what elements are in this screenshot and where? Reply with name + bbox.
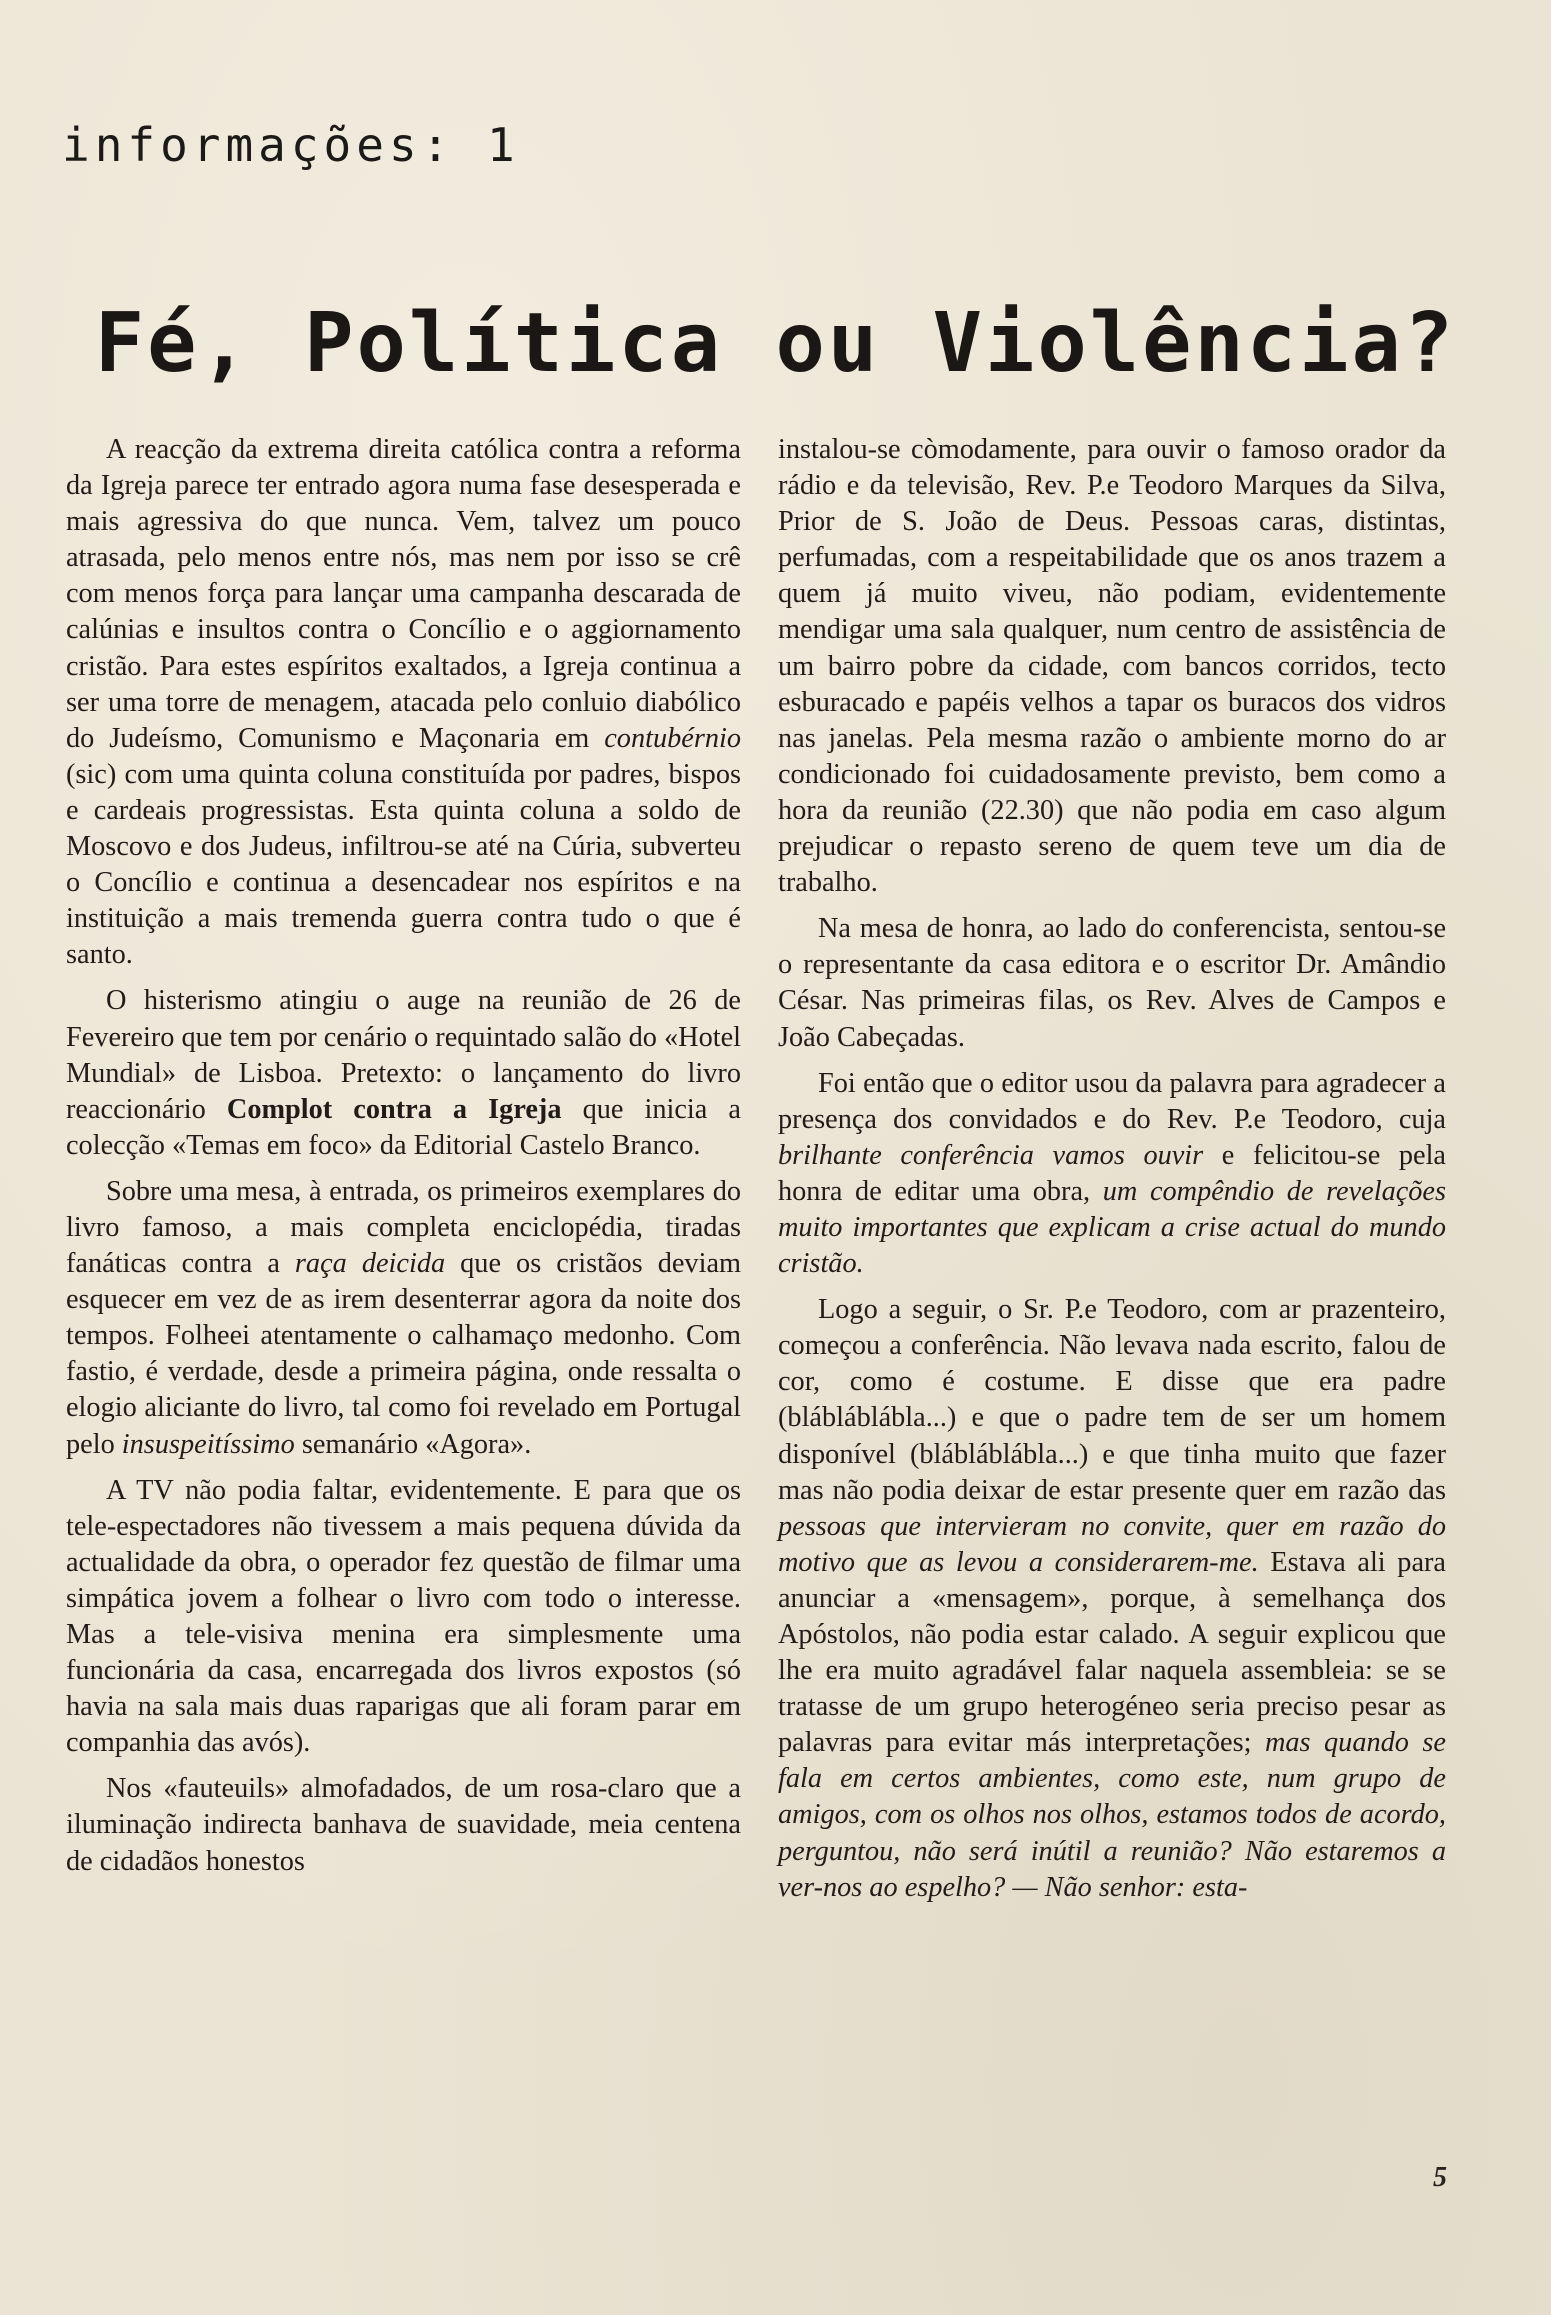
page-number: 5 bbox=[1433, 2162, 1447, 2193]
article-left-column bbox=[66, 432, 741, 1890]
paragraph: Logo a seguir, o Sr. P.e Teodoro, com ar prazenteiro, começou a conferência. Não levava nada escrito, falou de cor, como é costume. E disse que era padre (blábláblábla...) e que o padre tem de ser um homem disponível (blábláblábla...) e que tinha muito que fazer mas não podia deixar de estar presente quer em razão das pessoas que intervieram no convite, quer em razão do motivo que as levou a considerarem-me. Estava ali para anunciar a «mensagem», porque, à semelhança dos Apóstolos, não podia estar calado. A seguir explicou que lhe era muito agradável falar naquela assembleia: se se tratasse de um grupo heterogéneo seria preciso pesar as palavras para evitar más interpretações; mas quando se fala em certos ambientes, como este, num grupo de amigos, com os olhos nos olhos, estamos todos de acordo, perguntou, não será inútil a reunião? Não estaremos a ver-nos ao espelho? — Não senhor: esta- bbox=[778, 1294, 1446, 1903]
paragraph: A TV não podia faltar, evidentemente. E para que os tele-espectadores não tivessem a mais pequena dúvida da actualidade da obra, o operador fez questão de filmar uma simpática jovem a folhear o livro com todo o interesse. Mas a tele-visiva menina era simplesmente uma funcionária da casa, encarregada dos livros expostos (só havia na sala mais duas raparigas que ali foram parar em companhia das avós). bbox=[66, 1474, 741, 1759]
paragraph: A reacção da extrema direita católica contra a reforma da Igreja parece ter entrado agora numa fase desesperada e mais agressiva do que nunca. Vem, talvez um pouco atrasada, pelo menos entre nós, mas nem por isso se crê com menos força para lançar uma campanha descarada de calúnias e insultos contra o Concílio e o aggiornamento cristão. Para estes espíritos exaltados, a Igreja continua a ser uma torre de menagem, atacada pelo conluio diabólico do Judeísmo, Comunismo e Maçonaria em contubérnio (sic) com uma quinta coluna constituída por padres, bispos e cardeais progressistas. Esta quinta coluna a soldo de Moscovo e dos Judeus, infiltrou-se até na Cúria, subverteu o Concílio e continua a desencadear nos espíritos e na instituição a mais tremenda guerra contra tudo o que é santo. bbox=[66, 434, 741, 971]
paragraph: instalou-se còmodamente, para ouvir o famoso orador da rádio e da televisão, Rev. P.e Teodoro Marques da Silva, Prior de S. João de Deus. Pessoas caras, distintas, perfumadas, com a respeitabilidade que os anos trazem a quem já muito viveu, não podiam, evidentemente mendigar uma sala qualquer, num centro de assistência de um bairro pobre da cidade, com bancos corridos, tecto esburacado e papéis velhos a tapar os buracos dos vidros nas janelas. Pela mesma razão o ambiente morno do ar condicionado foi cuidadosamente previsto, bem como a hora da reunião (22.30) que não podia em caso algum prejudicar o repasto sereno de quem teve um dia de trabalho. bbox=[778, 434, 1446, 899]
article-right-column bbox=[778, 432, 1446, 1916]
paragraph: O histerismo atingiu o auge na reunião de 26 de Fevereiro que tem por cenário o requintado salão do «Hotel Mundial» de Lisboa. Pretexto: o lançamento do livro reaccionário Complot contra a Igreja que inicia a colecção «Temas em foco» da Editorial Castelo Branco. bbox=[66, 985, 741, 1161]
paragraph: Sobre uma mesa, à entrada, os primeiros exemplares do livro famoso, a mais completa enciclopédia, tiradas fanáticas contra a raça deicida que os cristãos deviam esquecer em vez de as irem desenterrar agora da noite dos tempos. Folheei atentamente o calhamaço medonho. Com fastio, é verdade, desde a primeira página, onde ressalta o elogio aliciante do livro, tal como foi revelado em Portugal pelo insuspeitíssimo semanário «Agora». bbox=[66, 1175, 742, 1460]
paragraph: Na mesa de honra, ao lado do conferencista, sentou-se o representante da casa editora e o escritor Dr. Amândio César. Nas primeiras filas, os Rev. Alves de Campos e João Cabeçadas. bbox=[778, 913, 1446, 1053]
paragraph: Nos «fauteuils» almofadados, de um rosa-claro que a iluminação indirecta banhava de suavidade, meia centena de cidadãos honestos bbox=[66, 1773, 741, 1877]
section-label: informações: 1 bbox=[62, 118, 520, 172]
article-headline: Fé, Política ou Violência? bbox=[94, 296, 1457, 391]
paragraph: Foi então que o editor usou da palavra para agradecer a presença dos convidados e do Rev. P.e Teodoro, cuja brilhante conferência vamos ouvir e felicitou-se pela honra de editar uma obra, um compêndio de revelações muito importantes que explicam a crise actual do mundo cristão. bbox=[778, 1067, 1446, 1280]
